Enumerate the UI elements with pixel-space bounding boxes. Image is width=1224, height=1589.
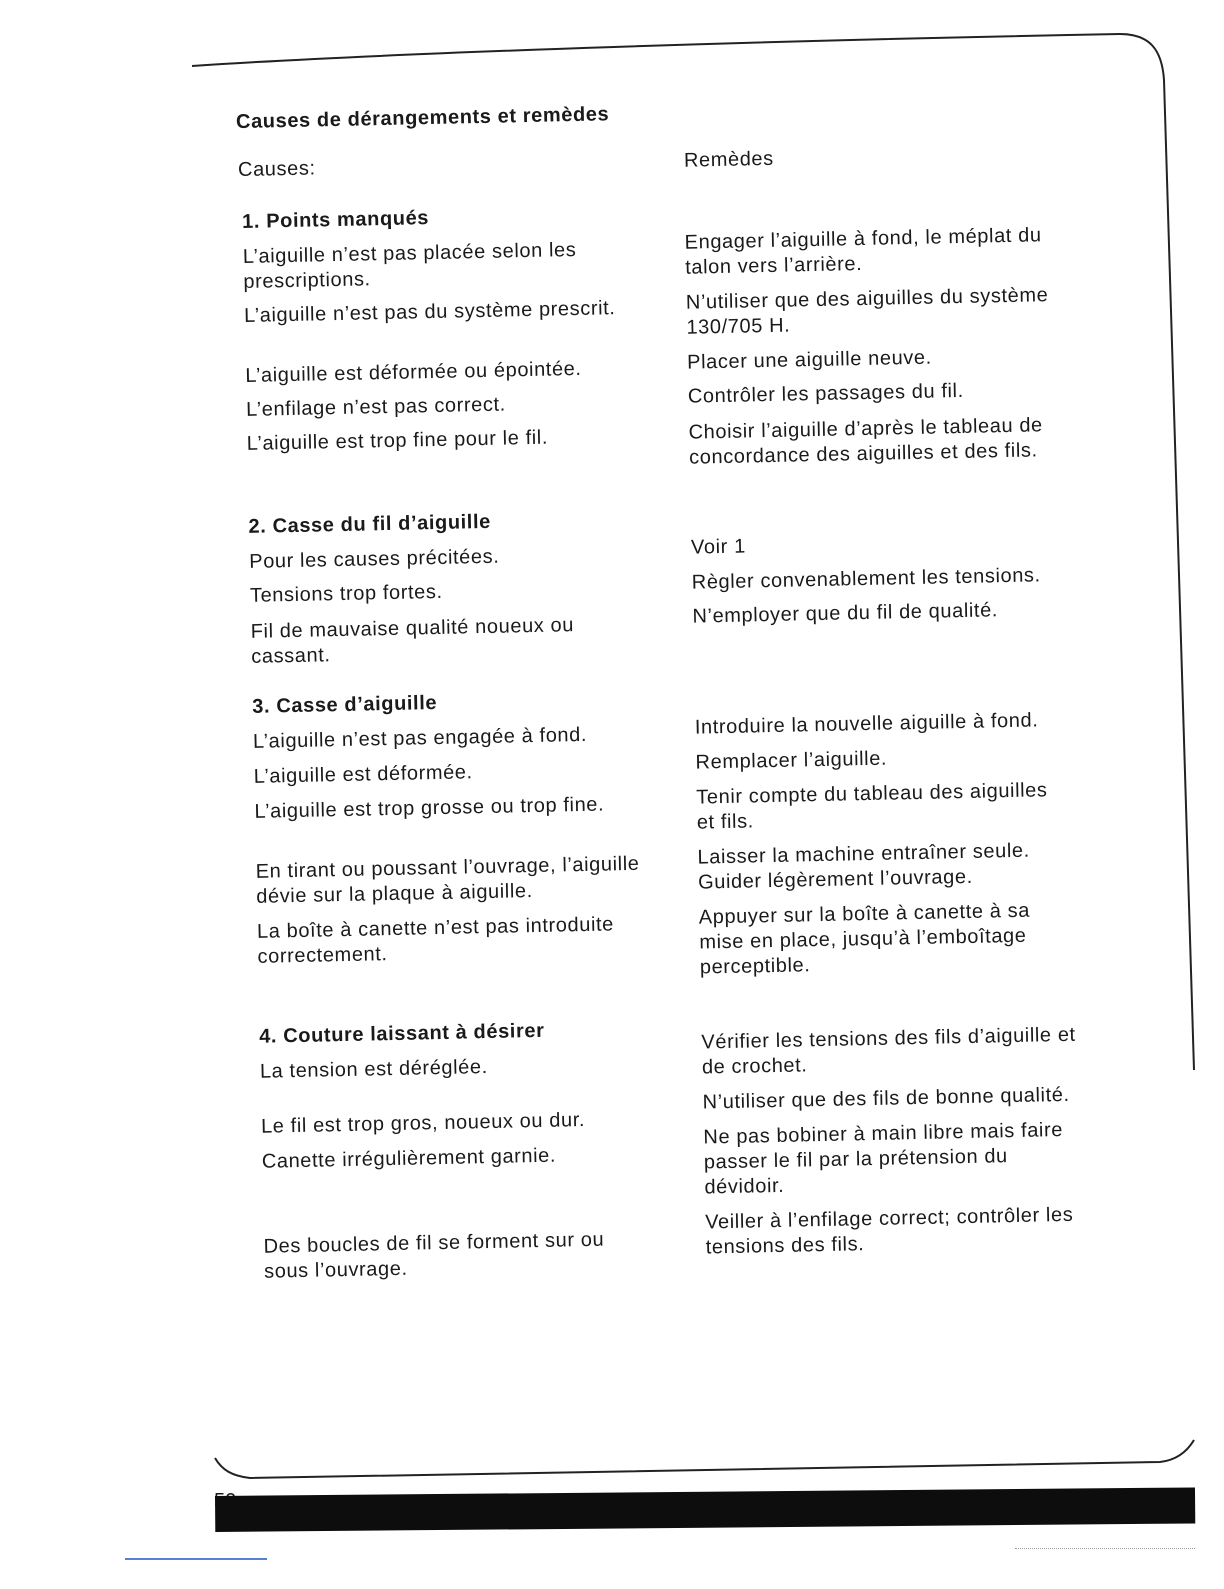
section-heading [252, 691, 437, 720]
cause-line: En tirant ou poussant l’ouvrage, l’aiguille [255, 852, 640, 883]
footer-dotted-line [1015, 1548, 1195, 1549]
remedy-line: Engager l’aiguille à fond, le méplat du [684, 224, 1042, 254]
cause-line: La tension est déréglée. [259, 1056, 489, 1083]
remedy-line: talon vers l’arrière. [684, 253, 863, 279]
cause-line: La boîte à canette n’est pas introduite [256, 913, 615, 943]
remedy-line: Vérifier les tensions des fils d’aiguille et [701, 1023, 1076, 1054]
remedy-line: Voir 1 [690, 535, 747, 559]
remedy-line: 130/705 H. [686, 314, 791, 339]
cause-line: L’aiguille n’est pas du système prescrit. [243, 297, 616, 327]
cause-line: Des boucles de fil se forment sur ou [263, 1228, 605, 1258]
remedy-line: N’utiliser que des fils de bonne qualité. [702, 1083, 1070, 1114]
section-heading [259, 1019, 545, 1050]
remedy-line: Choisir l’aiguille d’après le tableau de [688, 414, 1044, 444]
cause-line: cassant. [251, 644, 331, 668]
remedy-line: et fils. [696, 810, 755, 834]
remedy-line: N’utiliser que des aiguilles du système [685, 284, 1049, 314]
remedy-line: tensions des fils. [705, 1233, 865, 1259]
remedy-line: Placer une aiguille neuve. [686, 346, 933, 374]
section-number: 1. [241, 210, 261, 233]
cause-line: Canette irrégulièrement garnie. [261, 1144, 557, 1173]
section-title: Points manqués [265, 207, 430, 233]
remedy-line: passer le fil par la prétension du [703, 1145, 1009, 1174]
cause-line: sous l’ouvrage. [263, 1257, 408, 1283]
remedy-line: de crochet. [701, 1054, 808, 1079]
section-number: 2. [248, 515, 267, 538]
cause-line: L’aiguille est déformée ou épointée. [245, 357, 582, 387]
remedy-line: Guider légèrement l’ouvrage. [697, 865, 973, 894]
footer-blue-line [125, 1558, 267, 1560]
remedy-line: mise en place, jusqu’à l’emboîtage [699, 924, 1027, 954]
section-heading [242, 206, 429, 235]
remedy-line: Tenir compte du tableau des aiguilles [696, 779, 1048, 809]
remedy-line: Remplacer l’aiguille. [695, 747, 888, 774]
remedy-line: Introduire la nouvelle aiguille à fond. [694, 709, 1039, 739]
remedies-column-header: Remèdes [683, 147, 774, 172]
cause-line: dévie sur la plaque à aiguille. [256, 880, 534, 908]
cause-line: prescriptions. [243, 268, 371, 293]
remedy-line: Appuyer sur la boîte à canette à sa [698, 899, 1031, 929]
remedy-line: concordance des aiguilles et des fils. [688, 439, 1038, 469]
section-title: Couture laissant à désirer [283, 1019, 545, 1048]
section-number: 4. [258, 1025, 278, 1048]
cause-line: L’aiguille n’est pas placée selon les [242, 238, 577, 268]
cause-line: L’enfilage n’est pas correct. [245, 393, 507, 421]
cause-line: Tensions trop fortes. [249, 580, 443, 607]
cause-line: L’aiguille est trop fine pour le fil. [246, 426, 549, 455]
remedy-line: Ne pas bobiner à main libre mais faire [703, 1118, 1064, 1149]
section-title: Casse du fil d’aiguille [272, 510, 492, 538]
cause-line: Le fil est trop gros, noueux ou dur. [260, 1108, 586, 1138]
cause-line: L’aiguille n’est pas engagée à fond. [252, 723, 588, 753]
remedy-line: dévidoir. [704, 1174, 785, 1199]
remedy-line: N’employer que du fil de qualité. [692, 599, 999, 628]
cause-line: correctement. [257, 943, 388, 968]
cause-line: L’aiguille est trop grosse ou trop fine. [254, 793, 605, 823]
cause-line: L’aiguille est déformée. [253, 761, 473, 788]
causes-column-header: Causes: [237, 157, 316, 182]
remedy-line: Règler convenablement les tensions. [691, 564, 1041, 594]
remedy-line: Laisser la machine entraîner seule. [697, 839, 1030, 869]
cause-line: Fil de mauvaise qualité noueux ou [250, 614, 575, 643]
remedy-line: Contrôler les passages du fil. [687, 379, 964, 408]
remedy-line: Veiller à l’enfilage correct; contrôler les [704, 1203, 1074, 1234]
page-title: Causes de dérangements et remèdes [235, 103, 610, 134]
section-heading [248, 510, 491, 540]
section-title: Casse d’aiguille [276, 692, 438, 718]
remedy-line: perceptible. [699, 954, 811, 979]
cause-line: Pour les causes précitées. [249, 545, 500, 573]
section-number: 3. [252, 695, 271, 718]
